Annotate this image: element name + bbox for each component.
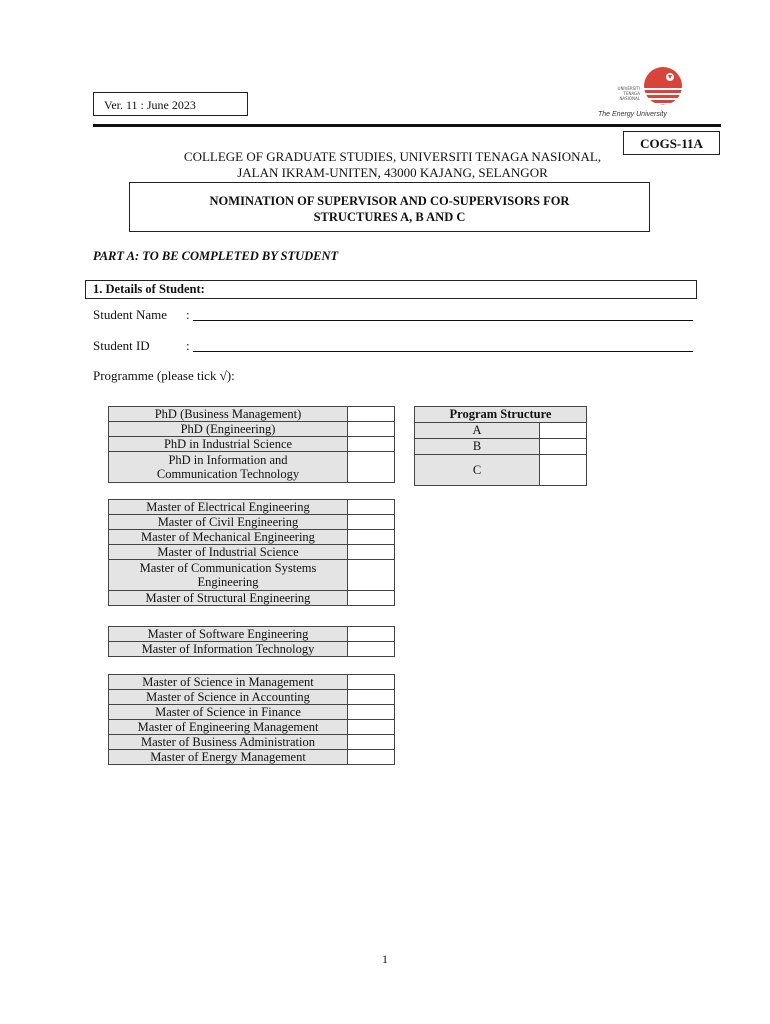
table-row [109, 530, 395, 545]
table-row [109, 750, 395, 765]
student-id-field[interactable] [193, 351, 693, 352]
programme-name: PhD (Business Management) [109, 407, 348, 422]
program-structure-header: Program Structure [415, 407, 587, 423]
programme-tick-box[interactable] [348, 452, 395, 483]
programme-tick-box[interactable] [348, 642, 395, 657]
structure-option-label: A [415, 423, 540, 439]
programme-tick-box[interactable] [348, 515, 395, 530]
table-row [109, 690, 395, 705]
programme-name: PhD in Industrial Science [109, 437, 348, 452]
programme-tick-box[interactable] [348, 627, 395, 642]
form-title-line-1: NOMINATION OF SUPERVISOR AND CO-SUPERVISORS FOR [209, 194, 570, 208]
programme-name: Master of Industrial Science [109, 545, 348, 560]
structure-option-label: B [415, 439, 540, 455]
form-title-line-2: STRUCTURES A, B AND C [313, 210, 466, 224]
table-row [415, 455, 587, 486]
version-label: Ver. 11 : June 2023 [93, 92, 248, 116]
table-row [109, 407, 395, 422]
programme-name-line: Engineering [197, 575, 259, 589]
table-row [415, 439, 587, 455]
college-address [110, 149, 675, 181]
header-divider [93, 124, 721, 127]
table-row [109, 560, 395, 591]
programme-tick-box[interactable] [348, 591, 395, 606]
programme-name-line: Communication Technology [156, 467, 300, 481]
programme-tick-box[interactable] [348, 690, 395, 705]
programme-name: Master of Civil Engineering [109, 515, 348, 530]
programme-name: Master of Energy Management [109, 750, 348, 765]
logo-wordmark [598, 86, 640, 101]
master-business-table [108, 674, 395, 765]
programme-tick-box[interactable] [348, 675, 395, 690]
master-it-table [108, 626, 395, 657]
table-row [109, 705, 395, 720]
form-code-badge: COGS-11A [623, 131, 720, 155]
logo-line-2: TENAGA [623, 91, 640, 96]
structure-tick-box[interactable] [540, 423, 587, 439]
programme-tick-box[interactable] [348, 545, 395, 560]
programme-tick-box[interactable] [348, 422, 395, 437]
table-row [109, 735, 395, 750]
table-row [109, 452, 395, 483]
programme-tick-box[interactable] [348, 735, 395, 750]
student-name-colon: : [186, 307, 190, 322]
programme-name: Master of Information Technology [109, 642, 348, 657]
part-a-heading: PART A: TO BE COMPLETED BY STUDENT [93, 249, 339, 263]
programme-name-line: PhD in Information and [168, 453, 288, 467]
programme-name: Master of Electrical Engineering [109, 500, 348, 515]
programme-tick-box[interactable] [348, 750, 395, 765]
programme-name: Master of Science in Management [109, 675, 348, 690]
programme-name: Master of Software Engineering [109, 627, 348, 642]
table-row [109, 591, 395, 606]
table-row [109, 515, 395, 530]
table-row [109, 720, 395, 735]
programme-name: Master of Structural Engineering [109, 591, 348, 606]
table-row [109, 545, 395, 560]
form-title [129, 182, 650, 232]
table-row [415, 407, 587, 423]
table-row [109, 500, 395, 515]
phd-programme-table [108, 406, 395, 483]
programme-tick-box[interactable] [348, 705, 395, 720]
programme-name: Master of Mechanical Engineering [109, 530, 348, 545]
structure-tick-box[interactable] [540, 455, 587, 486]
programme-name: Master of Business Administration [109, 735, 348, 750]
section-details-of-student: 1. Details of Student: [85, 280, 697, 299]
programme-tick-box[interactable] [348, 720, 395, 735]
programme-name: PhD (Engineering) [109, 422, 348, 437]
programme-name: Master of Science in Accounting [109, 690, 348, 705]
table-row [109, 422, 395, 437]
logo-tagline: The Energy University [598, 111, 667, 118]
master-engineering-table [108, 499, 395, 606]
programme-tick-box[interactable] [348, 437, 395, 452]
programme-name: Master of Science in Finance [109, 705, 348, 720]
table-row [109, 437, 395, 452]
structure-option-label: C [415, 455, 540, 486]
programme-name: Master of Engineering Management [109, 720, 348, 735]
college-line-2: JALAN IKRAM-UNITEN, 43000 KAJANG, SELANGOR [237, 165, 548, 180]
programme-name [109, 452, 348, 483]
programme-label: Programme (please tick √): [93, 368, 235, 383]
programme-tick-box[interactable] [348, 530, 395, 545]
page-number: 1 [382, 952, 388, 966]
college-line-1: COLLEGE OF GRADUATE STUDIES, UNIVERSITI TENAGA NASIONAL, [183, 149, 602, 164]
logo-line-3: NASIONAL [619, 96, 640, 101]
table-row [415, 423, 587, 439]
structure-tick-box[interactable] [540, 439, 587, 455]
student-id-colon: : [186, 338, 190, 353]
table-row [109, 642, 395, 657]
student-name-label: Student Name [93, 307, 168, 322]
programme-tick-box[interactable] [348, 560, 395, 591]
student-name-field[interactable] [193, 320, 693, 321]
table-row [109, 675, 395, 690]
programme-name [109, 560, 348, 591]
table-row [109, 627, 395, 642]
programme-tick-box[interactable] [348, 500, 395, 515]
program-structure-table [414, 406, 587, 486]
logo-line-1: UNIVERSITI [617, 86, 640, 91]
student-id-label: Student ID [93, 338, 150, 353]
programme-tick-box[interactable] [348, 407, 395, 422]
programme-name-line: Master of Communication Systems [139, 561, 317, 575]
